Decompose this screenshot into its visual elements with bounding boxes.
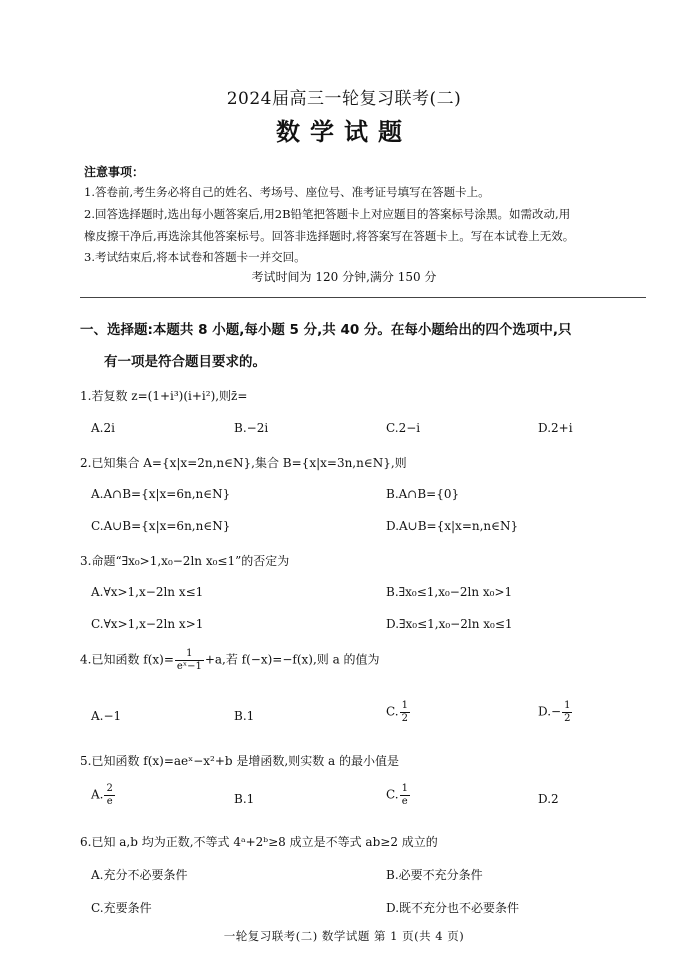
question-1-stem: 1.若复数 z=(1+i³)(i+i²),则z̄= (80, 389, 248, 403)
q3-option-d: D.∃x₀≤1,x₀−2ln x₀≤1 (386, 617, 513, 631)
q5-a-den: e (106, 795, 113, 807)
q5-option-b: B.1 (234, 792, 255, 806)
q5-a-label: A. (91, 787, 104, 802)
q5-a-fraction (104, 783, 114, 807)
q6-option-c: C.充要条件 (91, 901, 152, 915)
question-5-stem: 5.已知函数 f(x)=aeˣ−x²+b 是增函数,则实数 a 的最小值是 (80, 754, 400, 768)
q3-option-a: A.∀x>1,x−2ln x≤1 (91, 585, 204, 599)
question-4-stem (80, 648, 380, 672)
q4-c-fraction (400, 700, 410, 724)
divider (80, 297, 646, 298)
note-item: 3.考试结束后,将本试卷和答题卡一并交回。 (84, 250, 306, 264)
note-item: 2.回答选择题时,选出每小题答案后,用2B铅笔把答题卡上对应题目的答案标号涂黑。如需改动,用 (84, 207, 571, 221)
q4-stem-post: +a,若 f(−x)=−f(x),则 a 的值为 (204, 652, 380, 667)
q5-c-label: C. (386, 787, 399, 802)
q1-option-d: D.2+i (538, 421, 573, 435)
q4-d-fraction (562, 700, 572, 724)
q5-option-d: D.2 (538, 792, 559, 806)
q5-option-a (91, 783, 116, 807)
q5-option-c (386, 783, 411, 807)
q4-option-c (386, 700, 411, 724)
q4-option-d (538, 700, 573, 724)
exam-title: 2024届高三一轮复习联考(二) (226, 89, 462, 109)
question-2-stem: 2.已知集合 A={x|x=2n,n∈N},集合 B={x|x=3n,n∈N},则 (80, 456, 407, 470)
notes-heading: 注意事项： (84, 165, 145, 179)
q2-option-d: D.A∪B={x|x=n,n∈N} (386, 519, 519, 533)
q2-option-a: A.A∩B={x|x=6n,n∈N} (91, 487, 231, 501)
q4-d-label: D.− (538, 704, 562, 719)
note-item: 橡皮擦干净后,再选涂其他答案标号。回答非选择题时,将答案写在答题卡上。写在本试卷上无效。 (84, 229, 575, 243)
q3-option-b: B.∃x₀≤1,x₀−2ln x₀>1 (386, 585, 513, 599)
q6-option-b: B.必要不充分条件 (386, 868, 483, 882)
q6-option-d: D.既不充分也不必要条件 (386, 901, 520, 915)
q4-c-den: 2 (401, 712, 408, 724)
q3-option-c: C.∀x>1,x−2ln x>1 (91, 617, 204, 631)
q5-c-fraction (400, 783, 410, 807)
note-item: 1.答卷前,考生务必将自己的姓名、考场号、座位号、准考证号填写在答题卡上。 (84, 185, 490, 199)
q4-frac-den: eˣ−1 (176, 660, 202, 672)
q4-c-num: 1 (401, 700, 408, 711)
q2-option-b: B.A∩B={0} (386, 487, 460, 501)
q1-option-c: C.2−i (386, 421, 421, 435)
q4-stem-pre: 4.已知函数 f(x)= (80, 652, 174, 667)
section-heading-cont: 有一项是符合题目要求的。 (104, 354, 266, 370)
q6-option-a: A.充分不必要条件 (91, 868, 188, 882)
page-footer: 一轮复习联考(二) 数学试题 第 1 页(共 4 页) (223, 929, 465, 943)
q4-option-b: B.1 (234, 709, 255, 723)
exam-time: 考试时间为 120 分钟,满分 150 分 (251, 270, 437, 284)
q2-option-c: C.A∪B={x|x=6n,n∈N} (91, 519, 231, 533)
q1-option-b: B.−2i (234, 421, 269, 435)
question-3-stem: 3.命题“∃x₀>1,x₀−2ln x₀≤1”的否定为 (80, 554, 290, 568)
q4-d-den: 2 (564, 712, 571, 724)
q4-frac-num: 1 (175, 648, 204, 661)
question-6-stem: 6.已知 a,b 均为正数,不等式 4ᵃ+2ᵇ≥8 成立是不等式 ab≥2 成立的 (80, 835, 438, 849)
q4-option-a: A.−1 (91, 709, 122, 723)
q4-c-label: C. (386, 704, 399, 719)
q1-option-a: A.2i (91, 421, 115, 435)
q5-a-num: 2 (106, 783, 113, 794)
q5-c-num: 1 (401, 783, 408, 794)
exam-subject: 数学试题 (276, 118, 412, 146)
q4-d-num: 1 (564, 700, 571, 711)
q5-c-den: e (401, 795, 408, 807)
section-heading: 一、选择题:本题共 8 小题,每小题 5 分,共 40 分。在每小题给出的四个选项中,只 (80, 322, 572, 338)
q4-fraction (175, 648, 204, 672)
